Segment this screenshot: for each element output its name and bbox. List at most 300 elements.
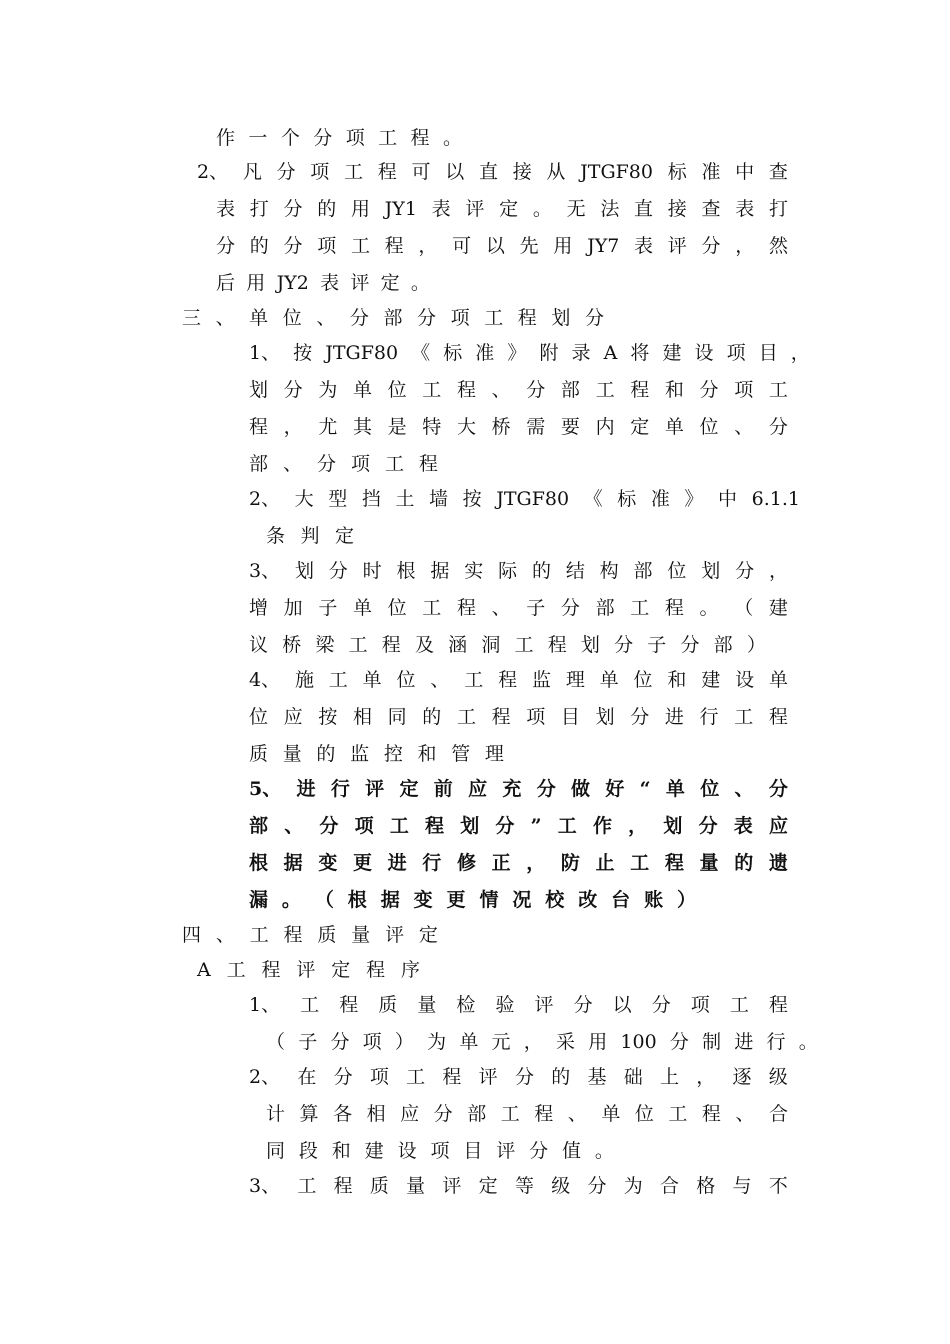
text-token: 划 (701, 560, 721, 582)
text-token: （ (314, 889, 334, 911)
text-token: 分 (651, 994, 671, 1016)
text-token: 位 (249, 706, 269, 728)
text-token: 项 (354, 815, 374, 837)
text-token: 实 (464, 560, 484, 582)
text-token: 条 (266, 525, 286, 547)
text-line (249, 630, 766, 660)
text-line (249, 556, 788, 586)
text-token: 程 (283, 924, 303, 946)
text-token: 分 (573, 994, 593, 1016)
text-token: 内 (595, 416, 615, 438)
text-token: 。 (532, 198, 552, 220)
text-token: 的 (316, 743, 336, 765)
text-token: 用 (553, 235, 573, 257)
text-token: 分 (536, 778, 556, 800)
text-token: 合 (660, 1175, 680, 1197)
text-line (249, 848, 788, 878)
text-token: 据 (430, 560, 450, 582)
text-token: 据 (380, 889, 400, 911)
text-token: 和 (331, 1140, 351, 1162)
text-token: 程 (547, 634, 567, 656)
text-token: 时 (362, 560, 382, 582)
text-token: 评 (385, 924, 405, 946)
text-token: 分 (680, 634, 700, 656)
text-token: 从 (546, 161, 566, 183)
text-token: 位 (396, 669, 416, 691)
text-token: 分 (698, 815, 718, 837)
text-token: 打 (249, 198, 269, 220)
text-token: 评 (534, 994, 554, 1016)
text-token: 逐 (732, 1066, 752, 1088)
text-token: 不 (768, 1175, 788, 1197)
text-token: 应 (768, 815, 788, 837)
text-token: 量 (351, 924, 371, 946)
text-token: 部 (560, 379, 580, 401)
text-token: 定 (499, 198, 519, 220)
text-token: JY1 (384, 198, 417, 220)
text-token: 采 (555, 1031, 575, 1053)
text-token: 和 (667, 669, 687, 691)
text-token: 量 (699, 852, 719, 874)
text-token: 一 (248, 127, 268, 149)
text-token: 先 (519, 235, 539, 257)
text-token: 分 (701, 235, 721, 257)
text-token: 单 (352, 379, 372, 401)
text-token: 100 (620, 1031, 657, 1053)
text-token: 序 (400, 959, 420, 981)
text-token: 定 (630, 416, 650, 438)
text-line (249, 885, 696, 915)
text-token: 分 (560, 597, 580, 619)
text-token: ） (676, 889, 696, 911)
text-token: 质 (378, 994, 398, 1016)
text-token: 变 (318, 852, 338, 874)
text-line (249, 593, 788, 623)
text-token: A (197, 959, 211, 981)
text-token: 桥 (282, 634, 302, 656)
text-token: 更 (446, 889, 466, 911)
text-token: 分 (529, 1140, 549, 1162)
text-token: 程 (664, 597, 684, 619)
text-line (182, 303, 604, 333)
text-token: 项 (350, 453, 370, 475)
text-token: 部 (249, 453, 269, 475)
text-token: 工 (456, 706, 476, 728)
text-token: 表 (431, 198, 451, 220)
text-token: 大 (456, 416, 476, 438)
text-token: 为 (427, 1031, 447, 1053)
text-token: 评 (465, 198, 485, 220)
text-token: 分 (614, 634, 634, 656)
text-token: 其 (352, 416, 372, 438)
text-token: 前 (433, 778, 453, 800)
text-token: 的 (734, 852, 754, 874)
text-token: 的 (249, 235, 269, 257)
text-token: 分 (316, 453, 336, 475)
text-token: 项 (526, 706, 546, 728)
text-token: 标 (667, 161, 687, 183)
text-token: 挡 (361, 488, 381, 510)
text-token: 元 (491, 1031, 511, 1053)
text-token: ， (418, 235, 438, 257)
text-token: 工 (514, 634, 534, 656)
text-token: 洞 (481, 634, 501, 656)
text-line (216, 123, 462, 153)
text-token: 定 (399, 778, 419, 800)
text-token: 需 (526, 416, 546, 438)
text-token: 位 (634, 1103, 654, 1125)
text-token: 漏 (249, 889, 269, 911)
text-token: 表 (216, 198, 236, 220)
text-token: 施 (294, 669, 314, 691)
text-line (249, 338, 810, 368)
text-token: 分 (433, 1103, 453, 1125)
text-token: 防 (560, 852, 580, 874)
text-token: 情 (479, 889, 499, 911)
text-token: 理 (565, 669, 585, 691)
text-line (266, 521, 354, 551)
text-token: 程 (534, 1103, 554, 1125)
text-token: 然 (768, 235, 788, 257)
text-token: 程 (517, 307, 537, 329)
text-token: JY2 (276, 272, 309, 294)
text-token: 工 (422, 597, 442, 619)
text-token: 量 (417, 994, 437, 1016)
text-token: 修 (456, 852, 476, 874)
text-token: 中 (718, 488, 738, 510)
text-token: 3、 (249, 560, 281, 582)
text-line (249, 665, 788, 695)
text-token: 根 (396, 560, 416, 582)
text-line (216, 268, 430, 298)
text-token: 制 (702, 1031, 722, 1053)
text-token: 土 (395, 488, 415, 510)
text-token: 三 (182, 307, 202, 329)
text-token: 工 (378, 127, 398, 149)
text-token: 接 (512, 161, 532, 183)
text-token: 定 (478, 1175, 498, 1197)
text-token: 校 (545, 889, 565, 911)
text-token: 子 (298, 1031, 318, 1053)
text-token: 准 (475, 342, 495, 364)
text-token: 程 (456, 597, 476, 619)
text-token: 变 (413, 889, 433, 911)
text-token: 涵 (448, 634, 468, 656)
text-token: 定 (334, 525, 354, 547)
text-token: 工 (406, 1066, 426, 1088)
text-token: 定 (331, 959, 351, 981)
text-token: 程 (366, 959, 386, 981)
text-token: 为 (318, 379, 338, 401)
text-token: 四 (182, 924, 202, 946)
text-token: 分 (330, 1031, 350, 1053)
text-token: 工 (249, 924, 269, 946)
text-token: 项 (362, 1031, 382, 1053)
text-token: 等 (514, 1175, 534, 1197)
text-token: 用 (588, 1031, 608, 1053)
text-token: 行 (330, 778, 350, 800)
text-token: 划 (663, 815, 683, 837)
text-token: 工 (484, 307, 504, 329)
text-token: 分 (216, 235, 236, 257)
text-token: 项 (690, 994, 710, 1016)
text-token: 凡 (242, 161, 262, 183)
text-token: 将 (630, 342, 650, 364)
text-token: 部 (383, 307, 403, 329)
text-token: 法 (600, 198, 620, 220)
text-token: 工 (348, 634, 368, 656)
text-token: 分 (735, 560, 755, 582)
text-token: 为 (623, 1175, 643, 1197)
text-token: 工 (422, 379, 442, 401)
text-token: 工 (300, 994, 320, 1016)
text-token: JY7 (587, 235, 620, 257)
text-token: 划 (551, 307, 571, 329)
text-token: 分 (514, 1066, 534, 1088)
text-token: 子 (647, 634, 667, 656)
text-token: 础 (623, 1066, 643, 1088)
text-token: 位 (700, 778, 720, 800)
text-token: 定 (380, 272, 400, 294)
text-token: 程 (425, 815, 445, 837)
text-token: 、 (491, 379, 511, 401)
text-token: 位 (387, 597, 407, 619)
text-token: 分 (768, 778, 788, 800)
text-line (266, 1027, 818, 1057)
text-token: 划 (460, 815, 480, 837)
text-token: 部 (249, 815, 269, 837)
text-token: 同 (266, 1140, 286, 1162)
text-token: 单 (599, 669, 619, 691)
text-token: 程 (333, 1175, 353, 1197)
text-token: 查 (701, 198, 721, 220)
text-token: 做 (571, 778, 591, 800)
text-token: 项 (734, 379, 754, 401)
text-token: 以 (485, 235, 505, 257)
text-token: 无 (566, 198, 586, 220)
text-token: 项 (369, 1066, 389, 1088)
text-token: 格 (696, 1175, 716, 1197)
text-token: 型 (328, 488, 348, 510)
text-token: 的 (551, 1066, 571, 1088)
text-token: 的 (317, 198, 337, 220)
text-token: 进 (664, 706, 684, 728)
text-token: 》 (507, 342, 527, 364)
text-token: 程 (664, 852, 684, 874)
text-token: 单 (459, 1031, 479, 1053)
text-token: 按 (462, 488, 482, 510)
text-token: 是 (387, 416, 407, 438)
text-token: 按 (318, 706, 338, 728)
text-token: （ (266, 1031, 286, 1053)
text-token: 更 (352, 852, 372, 874)
text-token: 划 (249, 379, 269, 401)
text-token: 、 (282, 453, 302, 475)
text-token: 中 (735, 161, 755, 183)
text-line (182, 920, 438, 950)
text-token: 以 (612, 994, 632, 1016)
text-token: 行 (766, 1031, 786, 1053)
text-token: ） (394, 1031, 414, 1053)
text-token: 。 (281, 889, 301, 911)
text-token: 、 (215, 307, 235, 329)
text-token: 作 (592, 815, 612, 837)
text-token: 和 (664, 379, 684, 401)
text-token: 分 (417, 307, 437, 329)
text-line (249, 375, 788, 405)
text-token: 据 (283, 852, 303, 874)
text-token: 基 (587, 1066, 607, 1088)
text-token: 分 (630, 706, 650, 728)
text-token: 账 (644, 889, 664, 911)
text-token: 工 (734, 706, 754, 728)
text-token: 各 (333, 1103, 353, 1125)
text-token: 评 (350, 272, 370, 294)
text-line (216, 231, 788, 261)
text-token: 和 (417, 743, 437, 765)
text-token: 分 (276, 161, 296, 183)
text-token: 1、 (249, 994, 281, 1016)
text-token: 、 (491, 597, 511, 619)
text-token: 划 (580, 634, 600, 656)
text-token: 接 (667, 198, 687, 220)
text-token: 3、 (249, 1175, 281, 1197)
text-token: 梁 (315, 634, 335, 656)
text-token: 分 (283, 198, 303, 220)
text-token: 准 (701, 161, 721, 183)
text-token: 进 (296, 778, 316, 800)
text-token: 工 (297, 1175, 317, 1197)
text-token: 合 (768, 1103, 788, 1125)
text-token: 位 (282, 307, 302, 329)
text-token: ， (628, 815, 648, 837)
text-token: 5、 (249, 778, 282, 800)
text-token: 以 (445, 161, 465, 183)
text-line (249, 484, 800, 514)
text-token: 、 (316, 307, 336, 329)
text-token: 工 (729, 994, 749, 1016)
text-token: 单 (768, 669, 788, 691)
text-token: 验 (495, 994, 515, 1016)
text-token: 与 (732, 1175, 752, 1197)
text-token: 分 (768, 416, 788, 438)
text-token: 项 (310, 161, 330, 183)
text-token: 后 (216, 272, 236, 294)
text-token: 目 (560, 706, 580, 728)
text-token: 用 (350, 198, 370, 220)
text-token: 工 (595, 379, 615, 401)
text-token: 。 (594, 1140, 614, 1162)
text-token: 、 (430, 669, 450, 691)
text-token: “ (639, 778, 651, 800)
text-token: 查 (768, 161, 788, 183)
text-token: 定 (418, 924, 438, 946)
text-token: 工 (384, 453, 404, 475)
text-line (249, 990, 788, 1020)
text-token: ， (790, 342, 810, 364)
text-token: 程 (381, 634, 401, 656)
text-token: 个 (280, 127, 300, 149)
text-token: 标 (617, 488, 637, 510)
text-token: 分 (669, 1031, 689, 1053)
text-token: 程 (498, 669, 518, 691)
text-token: 质 (369, 1175, 389, 1197)
text-token: 表 (320, 272, 340, 294)
text-token: 计 (266, 1103, 286, 1125)
text-token: 子 (318, 597, 338, 619)
text-token: 单 (352, 597, 372, 619)
text-token: 程 (418, 453, 438, 475)
text-token: 。 (798, 1031, 818, 1053)
text-token: 6.1.1 (751, 488, 800, 510)
text-token: 根 (249, 852, 269, 874)
text-line (249, 449, 438, 479)
text-token: 作 (216, 127, 236, 149)
text-token: 程 (456, 379, 476, 401)
text-token: 表 (634, 235, 654, 257)
text-line (249, 811, 788, 841)
text-token: 直 (634, 198, 654, 220)
text-token: 止 (595, 852, 615, 874)
text-token: 、 (567, 1103, 587, 1125)
text-token: 分 (313, 127, 333, 149)
text-token: ， (768, 560, 788, 582)
text-token: 、 (735, 1103, 755, 1125)
text-token: ， (696, 1066, 716, 1088)
text-token: 评 (478, 1066, 498, 1088)
text-line (266, 1099, 788, 1129)
text-token: 分 (333, 1066, 353, 1088)
text-token: A (603, 342, 618, 364)
text-token: 好 (605, 778, 625, 800)
text-token: 段 (298, 1140, 318, 1162)
text-token: 按 (293, 342, 313, 364)
text-token: 程 (768, 706, 788, 728)
text-line (249, 774, 788, 804)
text-token: 准 (650, 488, 670, 510)
text-token: 控 (383, 743, 403, 765)
text-token: 管 (451, 743, 471, 765)
text-token: 判 (300, 525, 320, 547)
text-token: 构 (599, 560, 619, 582)
text-token: 级 (551, 1175, 571, 1197)
text-token: 部 (595, 597, 615, 619)
text-token: 工 (630, 852, 650, 874)
text-token: 台 (611, 889, 631, 911)
text-token: JTGF80 (580, 161, 653, 183)
text-token: ） (746, 634, 766, 656)
text-token: 工 (350, 235, 370, 257)
text-token: 2、 (249, 1066, 281, 1088)
text-token: 评 (442, 1175, 462, 1197)
text-token: 评 (496, 1140, 516, 1162)
text-token: 单 (362, 669, 382, 691)
text-token: ， (735, 235, 755, 257)
text-token: 程 (491, 706, 511, 728)
text-token: 桥 (491, 416, 511, 438)
text-token: 增 (249, 597, 269, 619)
text-token: 项 (430, 1140, 450, 1162)
text-token: 特 (422, 416, 442, 438)
text-token: 工 (328, 669, 348, 691)
text-token: 项 (345, 127, 365, 149)
text-token: 子 (526, 597, 546, 619)
text-token: 2、 (249, 488, 281, 510)
text-token: 单 (601, 1103, 621, 1125)
text-token: 评 (365, 778, 385, 800)
text-token: 在 (297, 1066, 317, 1088)
text-token: 结 (565, 560, 585, 582)
